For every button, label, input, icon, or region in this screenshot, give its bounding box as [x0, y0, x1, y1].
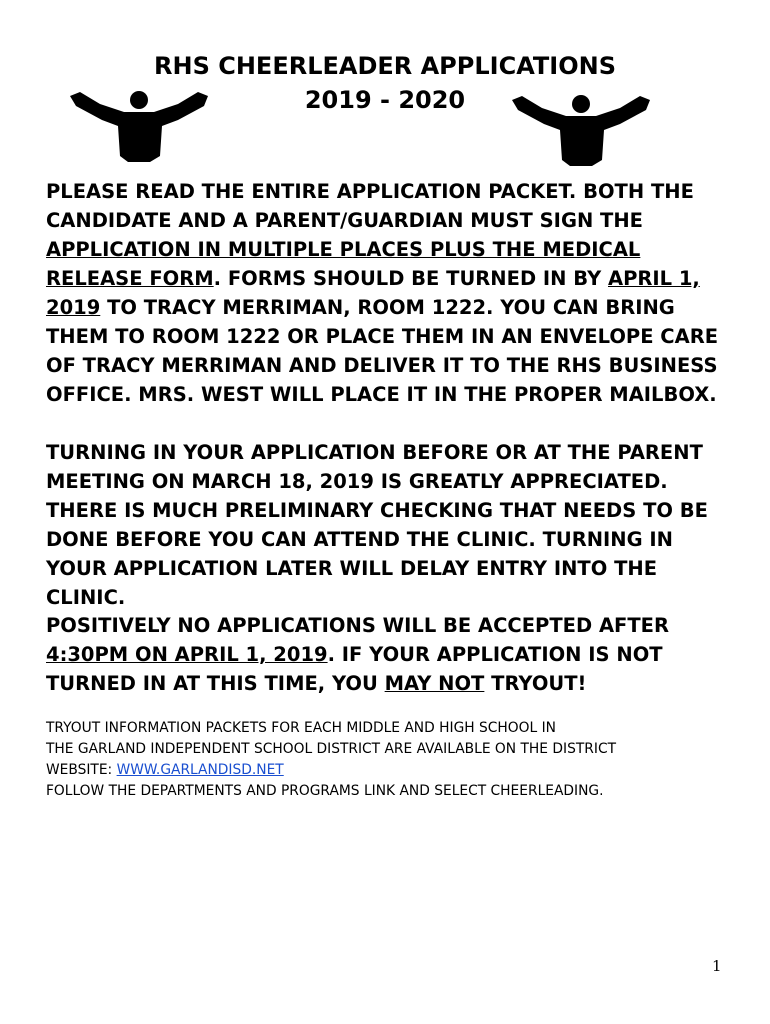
text-line: MEETING ON MARCH 18, 2019 IS GREATLY APPRECIATED.	[46, 470, 668, 493]
text-line: 2019 TO TRACY MERRIMAN, ROOM 1222. YOU CAN BRING	[46, 296, 675, 319]
page-number: 1	[712, 957, 722, 975]
text-line: CANDIDATE AND A PARENT/GUARDIAN MUST SIGN THE	[46, 209, 643, 232]
text-line: PLEASE READ THE ENTIRE APPLICATION PACKET. BOTH THE	[46, 180, 694, 203]
text-line: APPLICATION IN MULTIPLE PLACES PLUS THE MEDICAL	[46, 238, 641, 261]
text-line: TRYOUT INFORMATION PACKETS FOR EACH MIDDLE AND HIGH SCHOOL IN	[46, 720, 556, 736]
cheerleader-jump-icon	[508, 94, 656, 166]
text-line: OF TRACY MERRIMAN AND DELIVER IT TO THE RHS BUSINESS	[46, 354, 718, 377]
text-line: TURNING IN YOUR APPLICATION BEFORE OR AT THE PARENT	[46, 441, 703, 464]
text-line: 4:30PM ON APRIL 1, 2019. IF YOUR APPLICATION IS NOT	[46, 643, 663, 666]
district-website-link[interactable]: WWW.GARLANDISD.NET	[116, 762, 284, 778]
text-line: THE GARLAND INDEPENDENT SCHOOL DISTRICT ARE AVAILABLE ON THE DISTRICT	[46, 741, 617, 757]
info-paragraph	[46, 718, 746, 802]
early-submission-paragraph	[46, 438, 736, 612]
text-line: POSITIVELY NO APPLICATIONS WILL BE ACCEPTED AFTER	[46, 614, 670, 637]
text-line: OFFICE. MRS. WEST WILL PLACE IT IN THE PROPER MAILBOX.	[46, 383, 717, 406]
text-line: FOLLOW THE DEPARTMENTS AND PROGRAMS LINK AND SELECT CHEERLEADING.	[46, 783, 604, 799]
text-line: TURNED IN AT THIS TIME, YOU MAY NOT TRYOUT!	[46, 672, 587, 695]
text-line: RELEASE FORM. FORMS SHOULD BE TURNED IN BY APRIL 1,	[46, 267, 700, 290]
text-line: DONE BEFORE YOU CAN ATTEND THE CLINIC. TURNING IN	[46, 528, 673, 551]
text-line: THERE IS MUCH PRELIMINARY CHECKING THAT NEEDS TO BE	[46, 499, 708, 522]
text-line: YOUR APPLICATION LATER WILL DELAY ENTRY INTO THE	[46, 557, 658, 580]
cheerleader-jump-icon	[66, 90, 214, 162]
page-title: RHS CHEERLEADER APPLICATIONS	[154, 52, 616, 80]
text-line: CLINIC.	[46, 586, 126, 609]
text-line: THEM TO ROOM 1222 OR PLACE THEM IN AN ENVELOPE CARE	[46, 325, 719, 348]
page-subtitle-year: 2019 - 2020	[304, 86, 466, 114]
instructions-paragraph	[46, 177, 736, 409]
deadline-paragraph	[46, 611, 736, 698]
text-line: WEBSITE: WWW.GARLANDISD.NET	[46, 762, 284, 778]
